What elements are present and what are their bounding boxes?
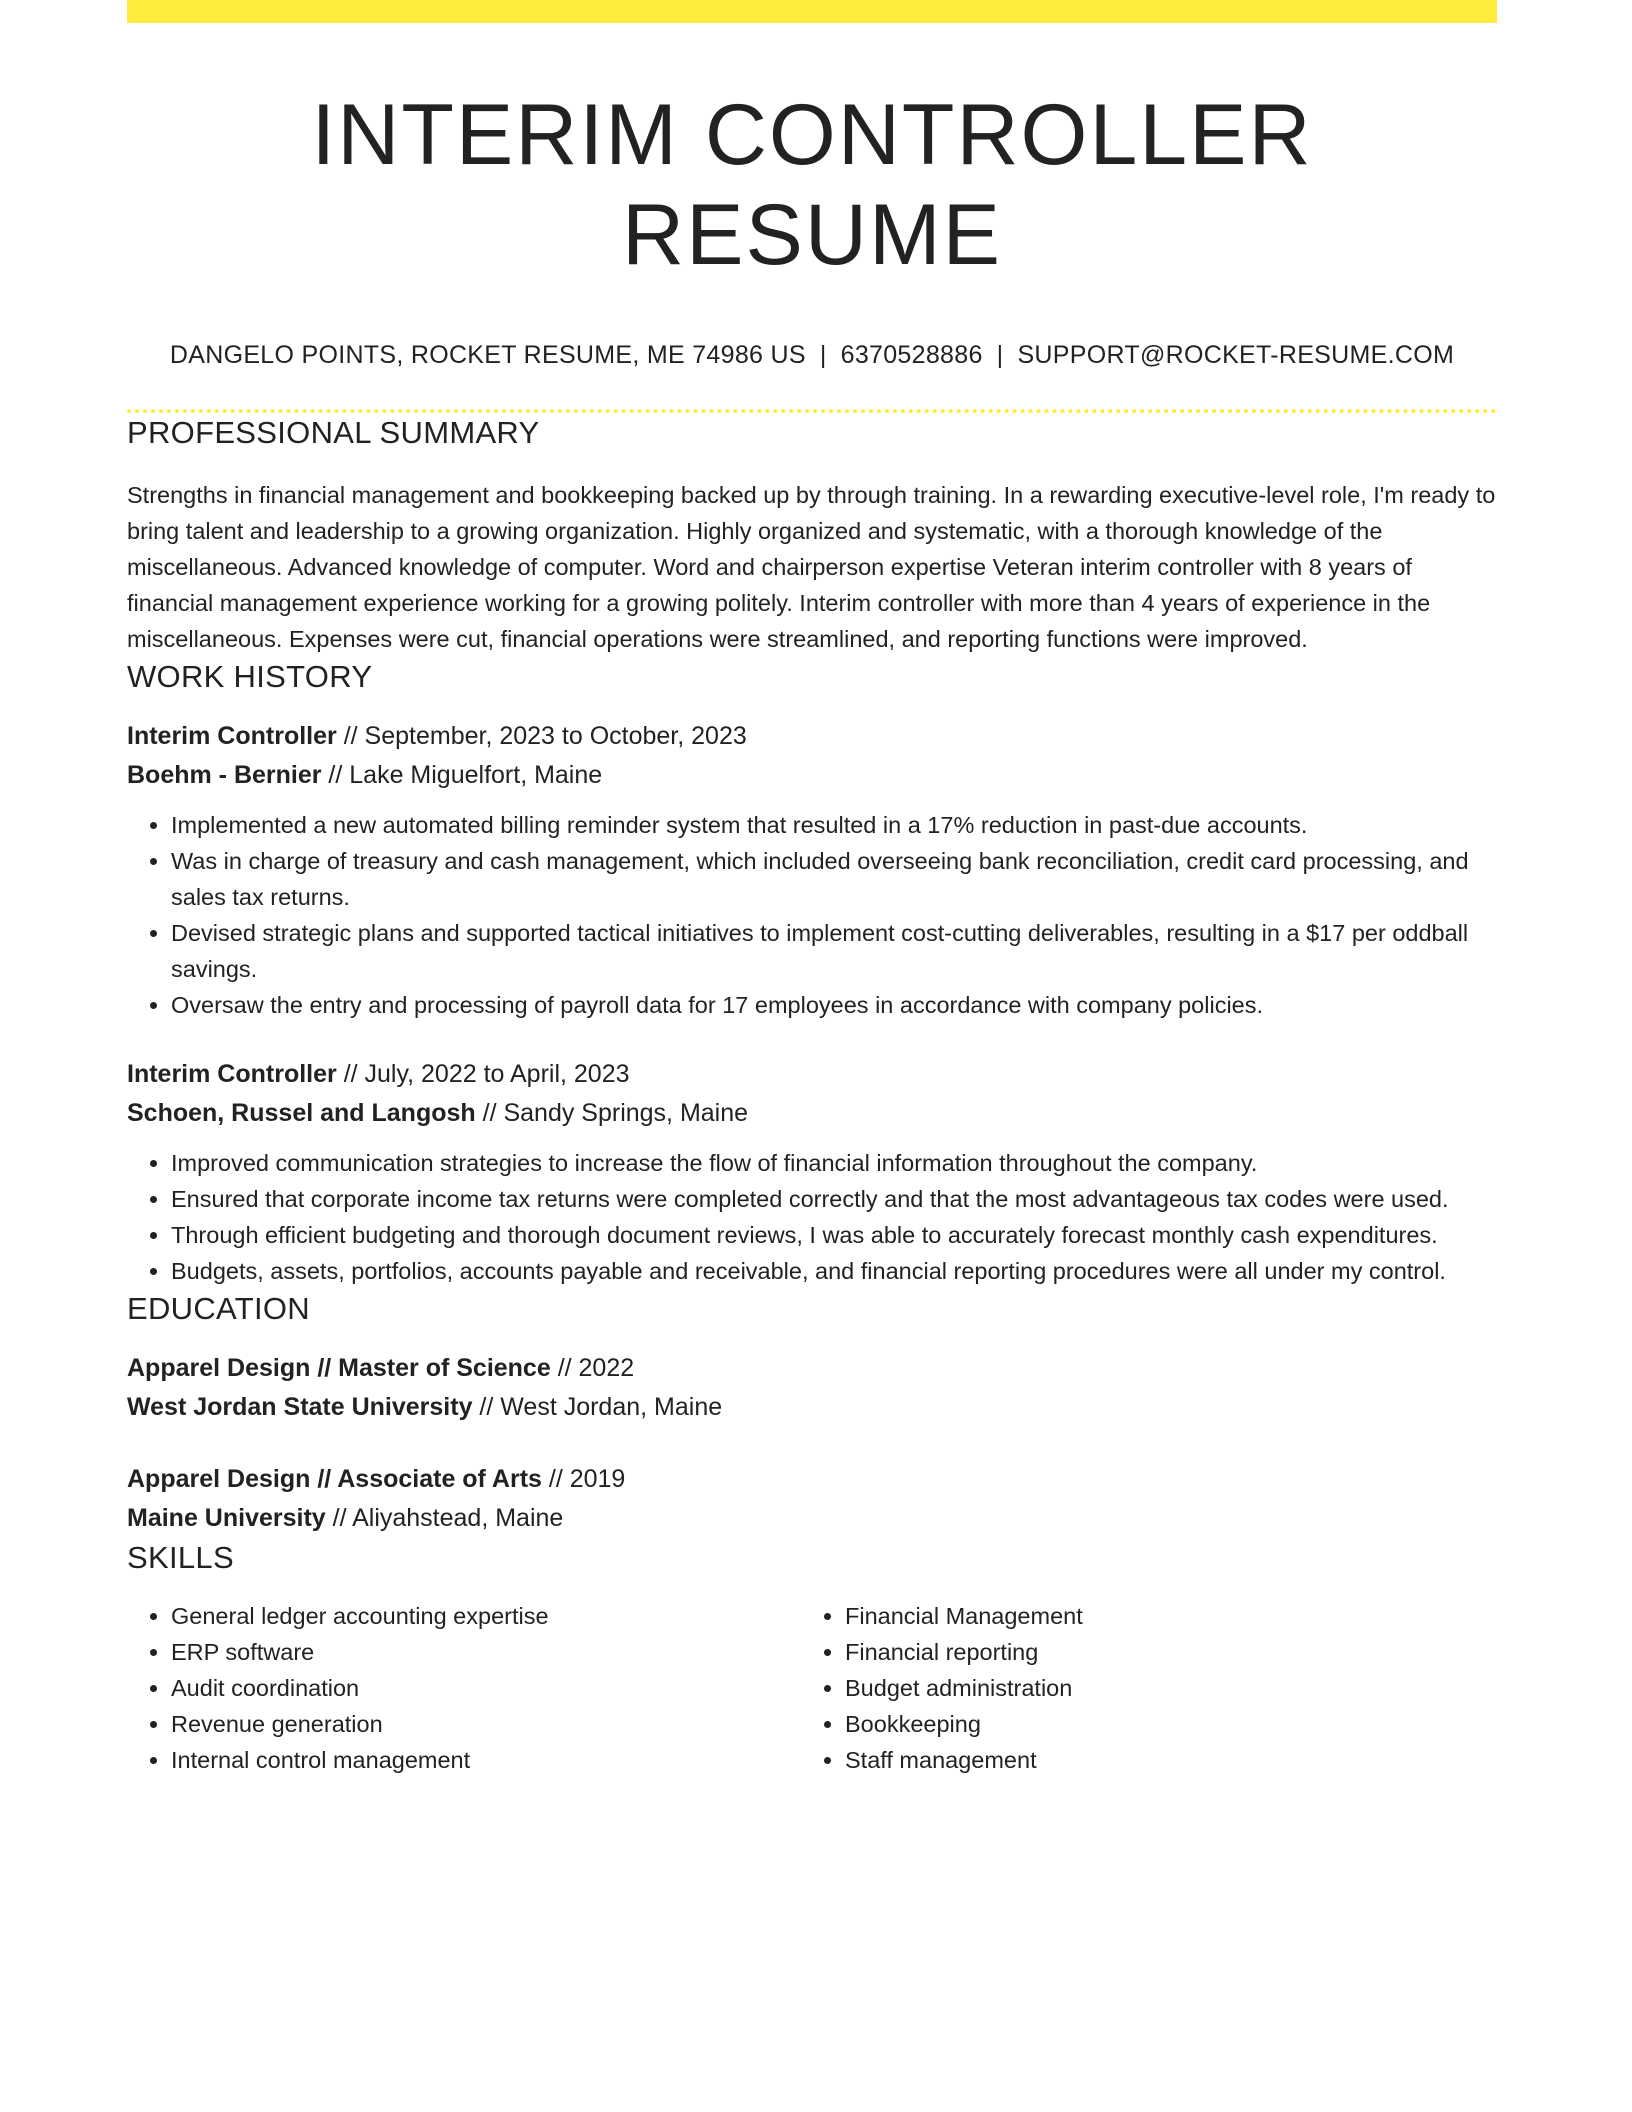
work-history-heading: WORK HISTORY <box>127 659 373 694</box>
skills-heading: SKILLS <box>127 1540 234 1575</box>
skill-item: • Audit coordination <box>171 1670 801 1706</box>
job-bullet: • Oversaw the entry and processing of payroll data for 17 employees in accordance with company policies. <box>171 987 1497 1023</box>
job-bullet: • Was in charge of treasury and cash management, which included overseeing bank reconciliation, credit card processing, and sales tax returns. <box>171 843 1497 915</box>
job-company-line <box>127 1094 1497 1133</box>
skills-grid <box>127 1598 1497 1778</box>
job-bullet: • Implemented a new automated billing reminder system that resulted in a 17% reduction in past-due accounts. <box>171 807 1497 843</box>
skills-list-left <box>127 1598 801 1778</box>
education-entry <box>127 1349 1497 1427</box>
skills-list-right <box>801 1598 1485 1778</box>
skill-item: • Bookkeeping <box>845 1706 1485 1742</box>
summary-text: Strengths in financial management and bookkeeping backed up by through training. In a rewarding executive-level role, I'm ready to bring talent and leadership to a growing organization. Highly organized and systematic, with a thorough knowledge of the miscellaneous. Advanced knowledge of computer. Word and chairperson expertise Veteran interim controller with 8 years of financial management experience working for a growing politely. Interim controller with more than 4 years of experience in the miscellaneous. Expenses were cut, financial operations were streamlined, and reporting functions were improved. <box>127 482 1496 652</box>
skill-item: • Financial Management <box>845 1598 1485 1634</box>
school: Maine University <box>127 1504 326 1532</box>
job-title: Interim Controller <box>127 722 337 750</box>
skill-item: • Staff management <box>845 1742 1485 1778</box>
contact-address: DANGELO POINTS, ROCKET RESUME, ME 74986 US <box>169 341 806 369</box>
contact-separator: | <box>819 341 827 369</box>
education-entry <box>127 1460 1497 1538</box>
job-title: Interim Controller <box>127 1060 337 1088</box>
skill-item: • ERP software <box>171 1634 801 1670</box>
resume-page <box>127 0 1497 1778</box>
skill-item: • General ledger accounting expertise <box>171 1598 801 1634</box>
skill-item: • Financial reporting <box>845 1634 1485 1670</box>
contact-email: SUPPORT@ROCKET-RESUME.COM <box>1017 341 1455 369</box>
job-bullets <box>127 807 1497 1023</box>
school-location: // Aliyahstead, Maine <box>325 1504 564 1532</box>
job-bullet: • Devised strategic plans and supported tactical initiatives to implement cost-cutting deliverables, resulting in a $17 per oddball savings. <box>171 915 1497 987</box>
summary-heading: PROFESSIONAL SUMMARY <box>127 415 540 450</box>
job-company: Boehm - Bernier <box>127 761 322 789</box>
degree: Apparel Design // Master of Science <box>127 1354 551 1382</box>
job-bullet: • Ensured that corporate income tax returns were completed correctly and that the most advantageous tax codes were used. <box>171 1181 1497 1217</box>
skill-item: • Revenue generation <box>171 1706 801 1742</box>
job-title-line <box>127 1055 1497 1094</box>
job-company: Schoen, Russel and Langosh <box>127 1099 476 1127</box>
contact-phone: 6370528886 <box>840 341 983 369</box>
education-heading: EDUCATION <box>127 1291 310 1326</box>
job-location: // Sandy Springs, Maine <box>475 1099 749 1127</box>
graduation-year: // 2022 <box>550 1354 635 1382</box>
school-line <box>127 1388 1497 1427</box>
graduation-year: // 2019 <box>541 1465 626 1493</box>
skill-item: • Internal control management <box>171 1742 801 1778</box>
contact-line <box>127 339 1497 371</box>
job-bullet: • Budgets, assets, portfolios, accounts payable and receivable, and financial reporting procedures were all under my control. <box>171 1253 1497 1289</box>
job-dates: // September, 2023 to October, 2023 <box>336 722 747 750</box>
job-entry <box>127 1055 1497 1289</box>
job-bullets <box>127 1145 1497 1289</box>
job-bullet: • Through efficient budgeting and thorough document reviews, I was able to accurately forecast monthly cash expenditures. <box>171 1217 1497 1253</box>
job-location: // Lake Miguelfort, Maine <box>321 761 603 789</box>
job-bullet: • Improved communication strategies to increase the flow of financial information throughout the company. <box>171 1145 1497 1181</box>
school-location: // West Jordan, Maine <box>472 1393 723 1421</box>
job-entry <box>127 717 1497 1023</box>
skill-item: • Budget administration <box>845 1670 1485 1706</box>
job-title-line <box>127 717 1497 756</box>
school-line <box>127 1499 1497 1538</box>
job-company-line <box>127 756 1497 795</box>
degree: Apparel Design // Associate of Arts <box>127 1465 542 1493</box>
school: West Jordan State University <box>127 1393 473 1421</box>
contact-separator: | <box>996 341 1004 369</box>
degree-line <box>127 1460 1497 1499</box>
resume-title: INTERIM CONTROLLER RESUME <box>311 87 1313 283</box>
job-dates: // July, 2022 to April, 2023 <box>336 1060 630 1088</box>
degree-line <box>127 1349 1497 1388</box>
top-accent-bar <box>127 0 1497 23</box>
